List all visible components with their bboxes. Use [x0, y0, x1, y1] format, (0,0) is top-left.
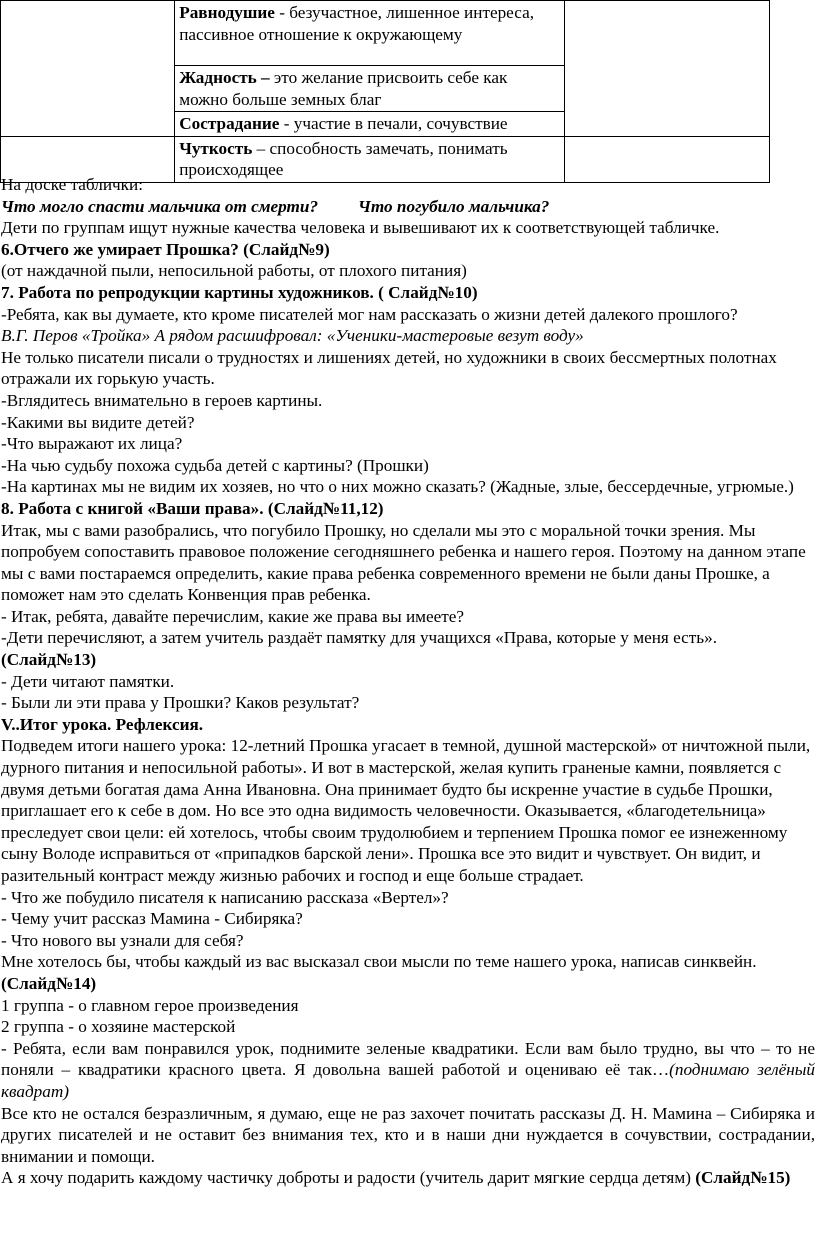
paragraph: - Что нового вы узнали для себя? — [1, 930, 244, 950]
slide-ref: (Слайд№15) — [695, 1168, 791, 1188]
heading-text: 7. Работа по репродукции картины художников — [1, 282, 370, 302]
term-separator: - — [279, 114, 294, 134]
term-definition: способность замечать, понимать происходящее — [179, 138, 508, 180]
paragraph: -Вглядитесь внимательно в героев картины. — [1, 390, 323, 410]
document-body — [1, 174, 815, 1189]
paragraph: -На чью судьбу похожа судьба детей с картины? (Прошки) — [1, 455, 429, 475]
board-question-2: Что погубило мальчика? — [358, 196, 550, 216]
paragraph: Не только писатели писали о трудностях и лишениях детей, но художники в своих бессмертных полотнах отражали их горькую участь. — [1, 347, 777, 389]
paragraph: - Были ли эти права у Прошки? Каков результат? — [1, 693, 360, 713]
table-row — [1, 1, 770, 66]
board-questions — [1, 196, 815, 218]
table-cell-empty — [1, 1, 175, 137]
term-name: Чуткость — [179, 138, 253, 158]
board-question-1: Что могло спасти мальчика от смерти? — [1, 196, 319, 216]
slide-ref: (Слайд№13) — [1, 650, 97, 670]
paragraph: (от наждачной пыли, непосильной работы, от плохого питания) — [1, 261, 467, 281]
paragraph — [1, 951, 815, 994]
paragraph: - Что же побудило писателя к написанию рассказа «Вертел»? — [1, 887, 449, 907]
painting-caption: В.Г. Перов «Тройка» А рядом расшифровал: «Ученики-мастеровые везут воду» — [1, 326, 584, 346]
paragraph: - Дети читают памятки. — [1, 671, 175, 691]
paragraph: -Дети перечисляют, а затем учитель раздаёт памятку для учащихся «Права, которые у меня есть». — [1, 628, 718, 648]
term-separator: - — [274, 3, 290, 22]
paragraph: Все кто не остался безразличным, я думаю, еще не раз захочет почитать рассказы Д. Н. Мамина – Сибиряка и других писателей и не оставит без внимания тех, кто и в наши дни нуждается в сочувствии, сострадании, внимании и помощи. — [1, 1103, 815, 1166]
paragraph: -Какими вы видите детей? — [1, 412, 195, 432]
term-definition: безучастное, лишенное интереса, пассивное отношение к окружающему — [179, 3, 534, 44]
slide-ref: (Слайд№14) — [1, 973, 97, 993]
paragraph: - Чему учит рассказ Мамина - Сибиряка? — [1, 909, 303, 929]
term-name: Жадность – — [179, 68, 270, 87]
ellipsis: … — [651, 1060, 670, 1080]
section-heading-6: 6.Отчего же умирает Прошка? (Слайд№9) — [1, 239, 330, 259]
section-heading-7 — [1, 282, 815, 304]
table-cell-definition — [175, 1, 565, 66]
paragraph: 1 группа - о главном герое произведения — [1, 995, 299, 1015]
stage-direction: (поднимаю зелёный квадрат) — [1, 1060, 815, 1101]
paragraph-text: А я хочу подарить каждому частичку доброты и радости (учитель дарит мягкие сердца детям) — [1, 1168, 696, 1188]
paragraph: -Ребята, как вы думаете, кто кроме писателей мог нам рассказать о жизни детей далекого прошлого? — [1, 304, 738, 324]
term-separator: – — [252, 138, 270, 158]
term-definition: участие в печали, сочувствие — [293, 114, 508, 134]
table-cell-empty — [564, 1, 769, 137]
paragraph: Дети по группам ищут нужные качества человека и вывешивают их к соответствующей табличке. — [1, 218, 720, 238]
terms-table — [0, 0, 770, 183]
paragraph-text: - Ребята, если вам понравился урок, поднимите зеленые квадратики. Если вам было трудно, вы что – то не поняли – квадратики красного цвета. Я довольна вашей работой и оцениваю её так — [1, 1038, 815, 1080]
paragraph: 2 группа - о хозяине мастерской — [1, 1017, 236, 1037]
section-heading-5: V..Итог урока. Рефлексия. — [1, 714, 204, 734]
paragraph-text: Мне хотелось бы, чтобы каждый из вас высказал свои мысли по теме нашего урока, написав синквейн. — [1, 952, 757, 972]
paragraph: -Что выражают их лица? — [1, 434, 183, 454]
term-definition: это желание присвоить себе как можно больше земных благ — [179, 68, 508, 109]
table-cell-definition — [175, 112, 565, 137]
table-cell-definition — [175, 66, 565, 112]
term-name: Сострадание — [179, 114, 280, 134]
paragraph: -На картинах мы не видим их хозяев, но что о них можно сказать? (Жадные, злые, бессердечные, угрюмые.) — [1, 477, 794, 497]
paragraph: Итак, мы с вами разобрались, что погубило Прошку, но сделали мы это с моральной точки зрения. Мы попробуем сопоставить правовое положение сегодняшнего ребенка и нашего героя. Поэтому на данном этапе мы с вами постараемся определить, какие права ребенка современного времени не были даны Прошке, а поможет нам это сделать Конвенция прав ребенка. — [1, 520, 806, 605]
paragraph: - Итак, ребята, давайте перечислим, какие же права вы имеете? — [1, 606, 465, 626]
paragraph — [1, 1038, 815, 1103]
heading-slide-ref: . ( Слайд№10) — [369, 282, 478, 302]
term-name: Равнодушие — [179, 3, 275, 22]
paragraph: Подведем итоги нашего урока: 12-летний Прошка угасает в темной, душной мастерской» от ничтожной пыли, дурного питания и непосильной работы». И вот в мастерской, желая купить граненые камни, появляется с двумя детьми богатая дама Анна Ивановна. Она принимает будто бы искренне участие в судьбе Прошки, приглашает его к себе в дом. Но все это одна видимость человечности. Оказывается, «благодетельница» преследует свои цели: ей хотелось, чтобы своим трудолюбием и терпением Прошка помог ее изнеженному сыну Володе исправиться от «припадков барской лени». Прошка все это видит и чувствует. Он видит, и разительный контраст между жизнью рабочих и господ и еще больше страдает. — [1, 736, 811, 885]
section-heading-8: 8. Работа с книгой «Ваши права». (Слайд№11,12) — [1, 498, 384, 518]
paragraph — [1, 1167, 815, 1189]
paragraph: На доске таблички: — [1, 175, 143, 194]
